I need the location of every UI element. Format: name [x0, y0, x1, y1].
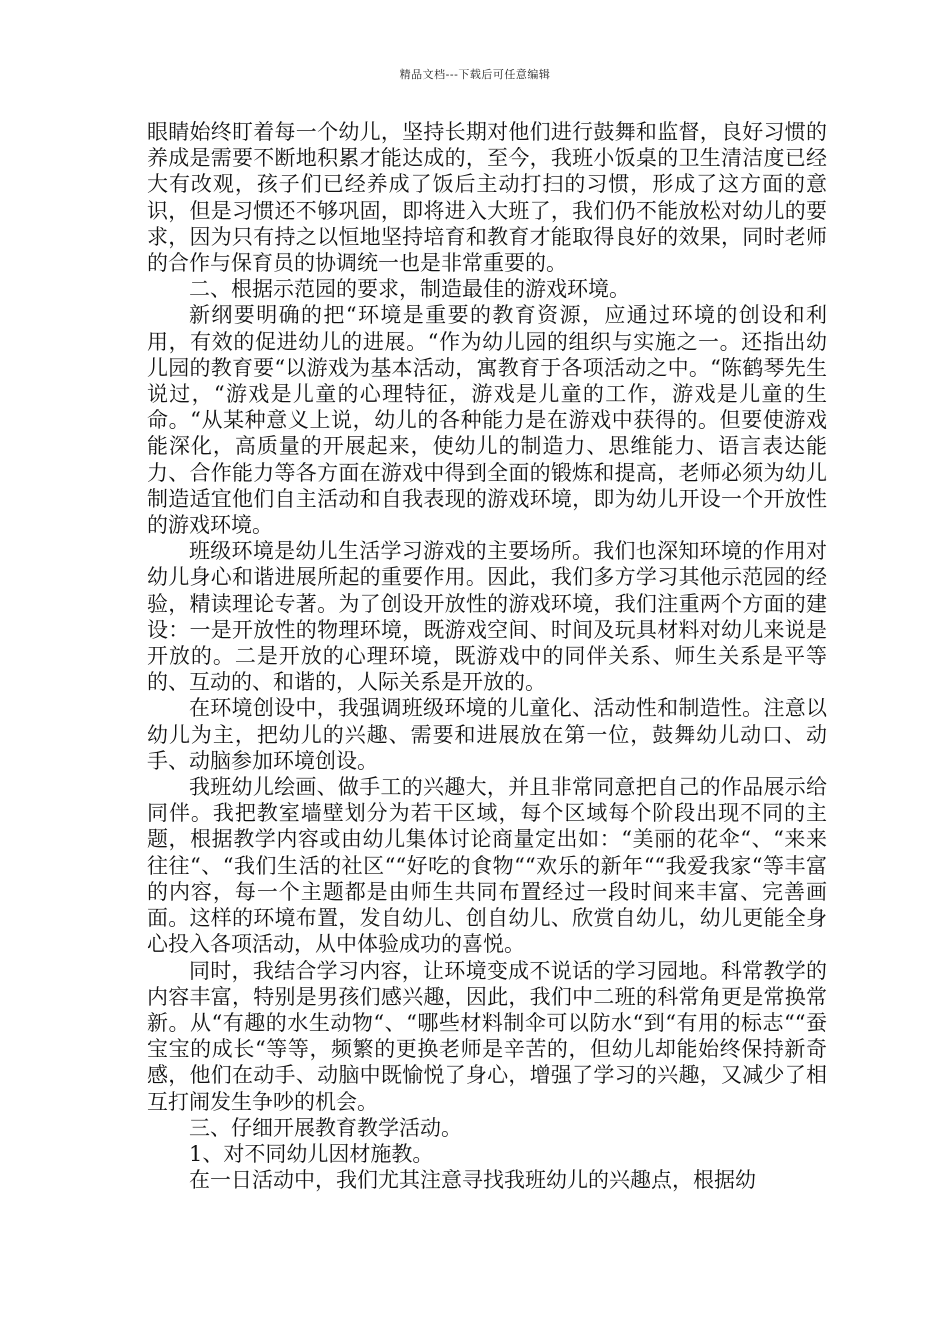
paragraph-5: 在环境创设中，我强调班级环境的儿童化、活动性和制造性。注意以幼儿为主，把幼儿的兴趣、需要和进展放在第一位，鼓舞幼儿动口、动手、动脑参加环境创设。 [147, 696, 827, 773]
subheading-1: 1、对不同幼儿因材施教。 [189, 1141, 434, 1166]
section-heading-2: 二、根据示范园的要求，制造最佳的游戏环境。 [189, 277, 630, 302]
paragraph-6: 我班幼儿绘画、做手工的兴趣大，并且非常同意把自己的作品展示给同伴。我把教室墙壁划分为若干区域，每个区域每个阶段出现不同的主题，根据教学内容或由幼儿集体讨论商量定出如：“美丽的花伞“、“来来往往“、“我们生活的社区““好吃的食物““欢乐的新年““我爱我家“等丰富的内容，每一个主题都是由师生共同布置经过一段时间来丰富、完善画面。这样的环境布置，发自幼儿、创自幼儿、欣赏自幼儿，幼儿更能全身心投入各项活动，从中体验成功的喜悦。 [147, 775, 827, 957]
paragraph-10: 在一日活动中，我们尤其注意寻找我班幼儿的兴趣点，根据幼 [189, 1168, 756, 1193]
page-header: 精品文档---下载后可任意编辑 [399, 68, 551, 81]
paragraph-1: 眼睛始终盯着每一个幼儿，坚持长期对他们进行鼓舞和监督，良好习惯的养成是需要不断地积累才能达成的，至今，我班小饭桌的卫生清洁度已经大有改观，孩子们已经养成了饭后主动打扫的习惯，形成了这方面的意识，但是习惯还不够巩固，即将进入大班了，我们仍不能放松对幼儿的要求，因为只有持之以恒地坚持培育和教育才能取得良好的效果，同时老师的合作与保育员的协调统一也是非常重要的。 [147, 120, 827, 276]
paragraph-4: 班级环境是幼儿生活学习游戏的主要场所。我们也深知环境的作用对幼儿身心和谐进展所起的重要作用。因此，我们多方学习其他示范园的经验，精读理论专著。为了创设开放性的游戏环境，我们注重两个方面的建设：一是开放性的物理环境，既游戏空间、时间及玩具材料对幼儿来说是开放的。二是开放的心理环境，既游戏中的同伴关系、师生关系是平等的、互动的、和谐的，人际关系是开放的。 [147, 539, 827, 695]
section-heading-3: 三、仔细开展教育教学活动。 [189, 1115, 462, 1140]
document-body [147, 119, 827, 1193]
paragraph-3: 新纲要明确的把“环境是重要的教育资源，应通过环境的创设和利用，有效的促进幼儿的进展。“作为幼儿园的组织与实施之一。还指出幼儿园的教育要“以游戏为基本活动，寓教育于各项活动之中。“陈鹤琴先生说过，“游戏是儿童的心理特征，游戏是儿童的工作，游戏是儿童的生命。“从某种意义上说，幼儿的各种能力是在游戏中获得的。但要使游戏能深化，高质量的开展起来，使幼儿的制造力、思维能力、语言表达能力、合作能力等各方面在游戏中得到全面的锻炼和提高，老师必须为幼儿制造适宜他们自主活动和自我表现的游戏环境，即为幼儿开设一个开放性的游戏环境。 [147, 303, 827, 538]
paragraph-7: 同时，我结合学习内容，让环境变成不说话的学习园地。科常教学的内容丰富，特别是男孩们感兴趣，因此，我们中二班的科常角更是常换常新。从“有趣的水生动物“、“哪些材料制伞可以防水“到“有用的标志““蚕宝宝的成长“等等，频繁的更换老师是辛苦的，但幼儿却能始终保持新奇感，他们在动手、动脑中既愉悦了身心，增强了学习的兴趣，又减少了相互打闹发生争吵的机会。 [147, 958, 827, 1114]
